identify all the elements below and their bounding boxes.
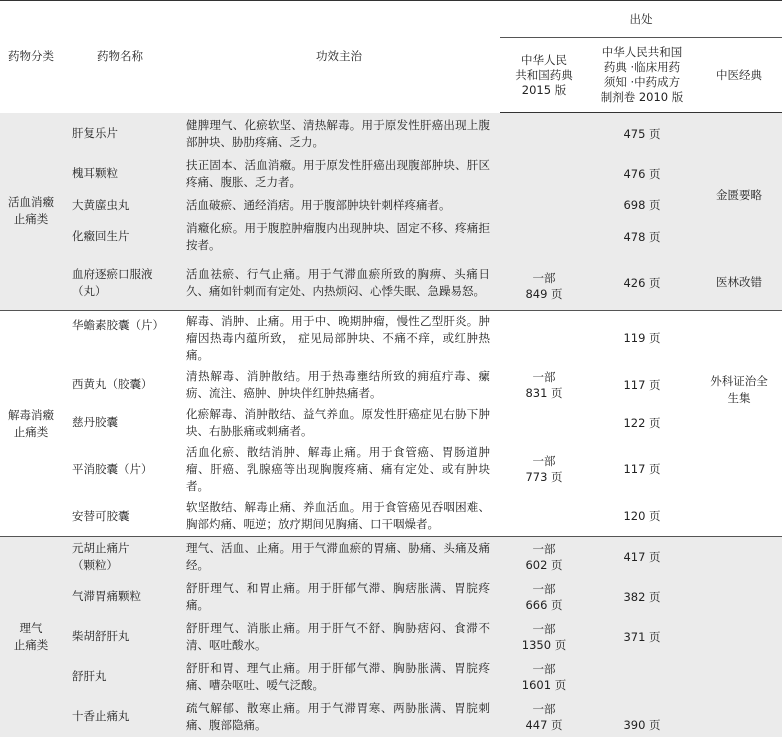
drug-effect: 活血化瘀、散结消肿、解毒止痛。用于食管癌、胃肠道肿瘤、肝癌、乳腺癌等出现胸腹疼痛、痛有定处、或有肿块者。 bbox=[178, 442, 500, 497]
table-row bbox=[0, 113, 782, 155]
page-ref: 417 页 bbox=[588, 537, 696, 577]
drug-name: 气滞胃痛颗粒 bbox=[62, 577, 178, 617]
pharmacopoeia-cell bbox=[500, 311, 588, 366]
header-source: 出处 bbox=[500, 1, 782, 38]
category-cell: 解毒消癥 止痛类 bbox=[0, 311, 62, 537]
pharmacopoeia-cell bbox=[500, 404, 588, 442]
table-row bbox=[0, 497, 782, 537]
table-row bbox=[0, 442, 782, 497]
pharmacopoeia-cell: 一部 666 页 bbox=[500, 577, 588, 617]
drug-name: 平消胶囊（片） bbox=[62, 442, 178, 497]
drug-effect: 疏气解郁、散寒止痛。用于气滞胃寒、两胁胀满、胃脘刺痛、腹部隐痛。 bbox=[178, 697, 500, 737]
page-ref: 117 页 bbox=[588, 366, 696, 404]
drug-name: 元胡止痛片 （颗粒） bbox=[62, 537, 178, 577]
drug-name: 柴胡舒肝丸 bbox=[62, 617, 178, 657]
page-ref: 122 页 bbox=[588, 404, 696, 442]
drug-name: 慈丹胶囊 bbox=[62, 404, 178, 442]
table-row bbox=[0, 311, 782, 366]
drug-name: 西黄丸（胶囊） bbox=[62, 366, 178, 404]
drug-effect: 化瘀解毒、消肿散结、益气养血。原发性肝癌症见右胁下肿块、右胁胀痛或刺痛者。 bbox=[178, 404, 500, 442]
page-ref: 371 页 bbox=[588, 617, 696, 657]
drug-name: 肝复乐片 bbox=[62, 113, 178, 155]
table-row bbox=[0, 577, 782, 617]
classic-cell: 金匮要略 bbox=[696, 113, 782, 256]
header-classics: 中医经典 bbox=[696, 38, 782, 113]
drug-effect: 舒肝和胃、理气止痛。用于肝郁气滞、胸胁胀满、胃脘疼痛、嘈杂呕吐、嗳气泛酸。 bbox=[178, 657, 500, 697]
drug-effect: 活血祛瘀、行气止痛。用于气滞血瘀所致的胸痹、头痛日久、痛如针刺而有定处、内热烦闷、心悸失眠、急躁易怒。 bbox=[178, 256, 500, 311]
pharmacopoeia-cell bbox=[500, 497, 588, 537]
table-row bbox=[0, 617, 782, 657]
page-ref: 476 页 bbox=[588, 155, 696, 193]
drug-effect: 活血破瘀、通经消痞。用于腹部肿块针刺样疼痛者。 bbox=[178, 193, 500, 218]
page-ref: 475 页 bbox=[588, 113, 696, 155]
page-ref: 426 页 bbox=[588, 256, 696, 311]
drug-name: 安替可胶囊 bbox=[62, 497, 178, 537]
drug-name: 舒肝丸 bbox=[62, 657, 178, 697]
drug-effect: 消癥化瘀。用于腹腔肿瘤腹内出现肿块、固定不移、疼痛拒按者。 bbox=[178, 218, 500, 256]
page-ref: 382 页 bbox=[588, 577, 696, 617]
table-row bbox=[0, 366, 782, 404]
pharmacopoeia-cell: 一部 447 页 bbox=[500, 697, 588, 737]
page-ref: 698 页 bbox=[588, 193, 696, 218]
drug-name: 大黄䗪虫丸 bbox=[62, 193, 178, 218]
page-ref: 390 页 bbox=[588, 697, 696, 737]
page-ref: 117 页 bbox=[588, 442, 696, 497]
drug-effect: 软坚散结、解毒止痛、养血活血。用于食管癌见吞咽困难、胸部灼痛、呃逆；放疗期间见胸痛、口干咽燥者。 bbox=[178, 497, 500, 537]
header-category: 药物分类 bbox=[0, 1, 62, 113]
drug-effect: 健脾理气、化瘀软坚、清热解毒。用于原发性肝癌出现上腹部肿块、胁肋疼痛、乏力。 bbox=[178, 113, 500, 155]
table-row bbox=[0, 537, 782, 577]
table-row bbox=[0, 218, 782, 256]
category-cell: 活血消癥 止痛类 bbox=[0, 113, 62, 311]
table-row bbox=[0, 155, 782, 193]
page-ref: 120 页 bbox=[588, 497, 696, 537]
drug-name: 华蟾素胶囊（片） bbox=[62, 311, 178, 366]
drug-effect: 解毒、消肿、止痛。用于中、晚期肿瘤，慢性乙型肝炎。肿瘤因热毒内蕴所致， 症见局部肿块、不痛不痒，或红肿热痛。 bbox=[178, 311, 500, 366]
pharmacopoeia-cell: 一部 1601 页 bbox=[500, 657, 588, 697]
header-effect: 功效主治 bbox=[178, 1, 500, 113]
drug-name: 槐耳颗粒 bbox=[62, 155, 178, 193]
drug-effect: 清热解毒、消肿散结。用于热毒壅结所致的痈疽疔毒、瘰疬、流注、癌肿、肿块伴红肿热痛者。 bbox=[178, 366, 500, 404]
drug-name: 化癥回生片 bbox=[62, 218, 178, 256]
drug-effect: 理气、活血、止痛。用于气滞血瘀的胃痛、胁痛、头痛及痛经。 bbox=[178, 537, 500, 577]
pharmacopoeia-cell: 一部 773 页 bbox=[500, 442, 588, 497]
table-row bbox=[0, 256, 782, 311]
drug-effect: 扶正固本、活血消癥。用于原发性肝癌出现腹部肿块、肝区疼痛、腹胀、乏力者。 bbox=[178, 155, 500, 193]
header-clinical-guide: 中华人民共和国 药典 ·临床用药 须知 ·中药成方 制剂卷 2010 版 bbox=[588, 38, 696, 113]
drug-name: 血府逐瘀口服液 （丸） bbox=[62, 256, 178, 311]
pharmacopoeia-cell: 一部 602 页 bbox=[500, 537, 588, 577]
drug-effect: 舒肝理气、和胃止痛。用于肝郁气滞、胸痞胀满、胃脘疼痛。 bbox=[178, 577, 500, 617]
page-ref: 478 页 bbox=[588, 218, 696, 256]
drug-name: 十香止痛丸 bbox=[62, 697, 178, 737]
header-name: 药物名称 bbox=[62, 1, 178, 113]
page-ref: 119 页 bbox=[588, 311, 696, 366]
page-ref bbox=[588, 657, 696, 697]
table-row bbox=[0, 697, 782, 737]
pharmacopoeia-cell: 一部 1350 页 bbox=[500, 617, 588, 657]
table-row bbox=[0, 193, 782, 218]
classic-cell: 医林改错 bbox=[696, 256, 782, 311]
classic-cell bbox=[696, 537, 782, 737]
pharmacopoeia-cell: 一部 831 页 bbox=[500, 366, 588, 404]
category-cell: 理气 止痛类 bbox=[0, 537, 62, 737]
pharmacopoeia-cell: 一部 849 页 bbox=[500, 113, 588, 311]
classic-cell: 外科证治全 生集 bbox=[696, 311, 782, 537]
table-row bbox=[0, 404, 782, 442]
drug-effect: 舒肝理气、消胀止痛。用于肝气不舒、胸胁痞闷、食滞不清、呕吐酸水。 bbox=[178, 617, 500, 657]
table-row bbox=[0, 657, 782, 697]
header-pharmacopoeia: 中华人民 共和国药典 2015 版 bbox=[500, 38, 588, 113]
